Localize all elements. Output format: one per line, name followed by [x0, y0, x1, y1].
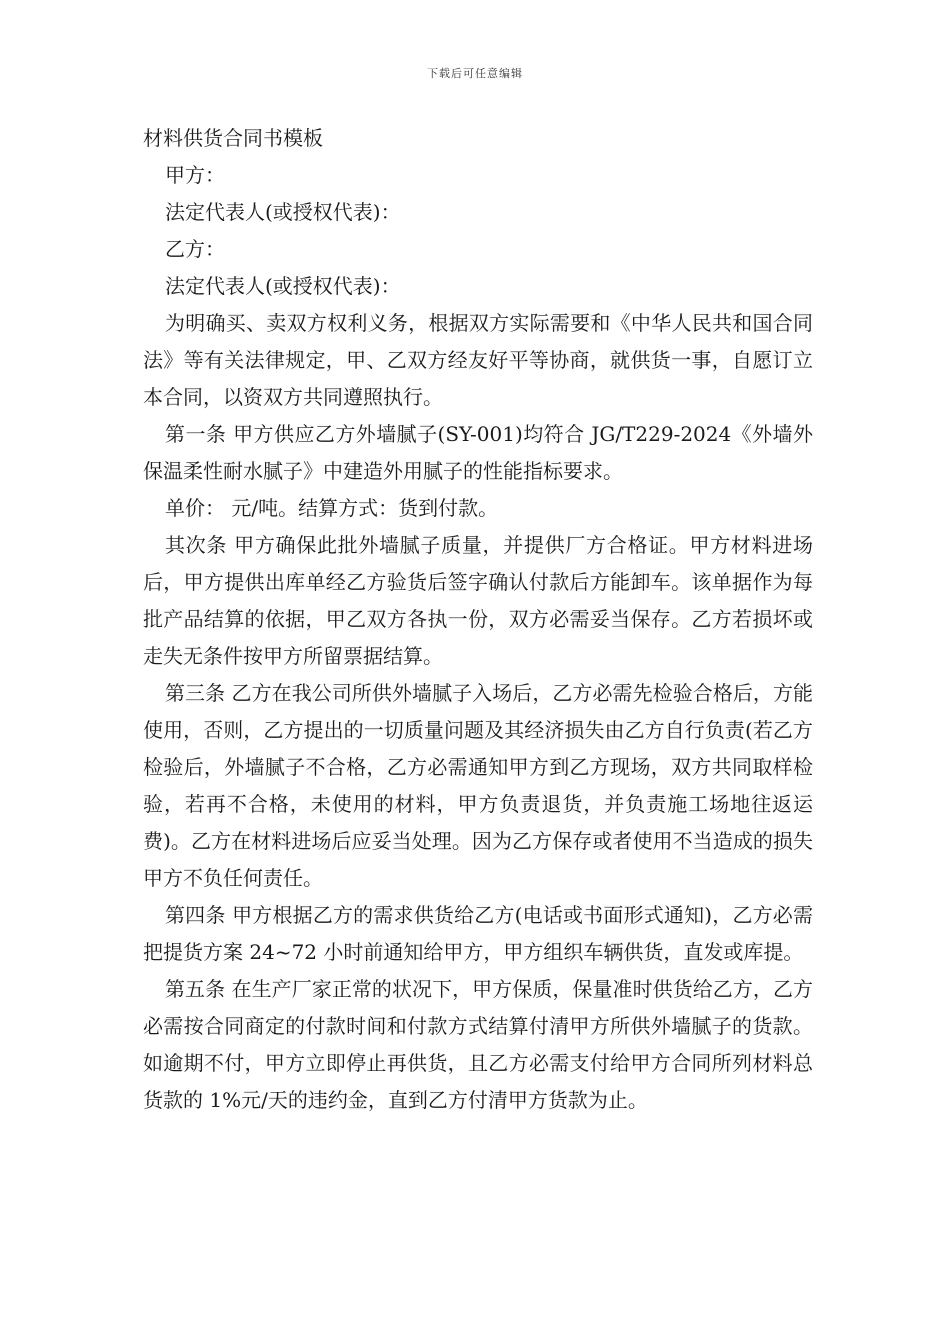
article-5-paragraph: 第五条 在生产厂家正常的状况下，甲方保质，保量准时供货给乙方，乙方必需按合同商定的付款时间和付款方式结算付清甲方所供外墙腻子的货款。如逾期不付，甲方立即停止再供货，且乙方必需支付给甲方合同所列材料总货款的 1%元/天的违约金，直到乙方付清甲方货款为止。 [143, 977, 813, 1112]
article-2-paragraph: 其次条 甲方确保此批外墙腻子质量，并提供厂方合格证。甲方材料进场后，甲方提供出库单经乙方验货后签字确认付款后方能卸车。该单据作为每批产品结算的依据，甲乙双方各执一份，双方必需妥当保存。乙方若损坏或走失无条件按甲方所留票据结算。 [143, 533, 813, 668]
preamble-paragraph: 为明确买、卖双方权利义务，根据双方实际需要和《中华人民共和国合同法》等有关法律规定，甲、乙双方经友好平等协商，就供货一事，自愿订立本合同，以资双方共同遵照执行。 [143, 311, 813, 409]
article-4-paragraph: 第四条 甲方根据乙方的需求供货给乙方(电话或书面形式通知)，乙方必需把提货方案 24~72 小时前通知给甲方，甲方组织车辆供货，直发或库提。 [143, 903, 813, 964]
party-b-line: 乙方： [165, 237, 225, 261]
party-a-representative-line: 法定代表人(或授权代表)： [165, 200, 401, 224]
article-3-paragraph: 第三条 乙方在我公司所供外墙腻子入场后，乙方必需先检验合格后，方能使用，否则，乙方提出的一切质量问题及其经济损失由乙方自行负责(若乙方检验后，外墙腻子不合格，乙方必需通知甲方到乙方现场，双方共同取样检验，若再不合格，未使用的材料，甲方负责退货，并负责施工场地往返运费)。乙方在材料进场后应妥当处理。因为乙方保存或者使用不当造成的损失甲方不负任何责任。 [143, 681, 813, 890]
article-1-paragraph: 第一条 甲方供应乙方外墙腻子(SY-001)均符合 JG/T229-2024《外墙外保温柔性耐水腻子》中建造外用腻子的性能指标要求。 [143, 422, 813, 483]
party-a-line: 甲方： [165, 163, 225, 187]
document-title: 材料供货合同书模板 [143, 126, 323, 150]
document-body [143, 120, 813, 1119]
party-b-representative-line: 法定代表人(或授权代表)： [165, 274, 401, 298]
header-note: 下载后可任意编辑 [427, 67, 523, 80]
price-settlement-paragraph: 单价： 元/吨。结算方式：货到付款。 [165, 496, 499, 520]
